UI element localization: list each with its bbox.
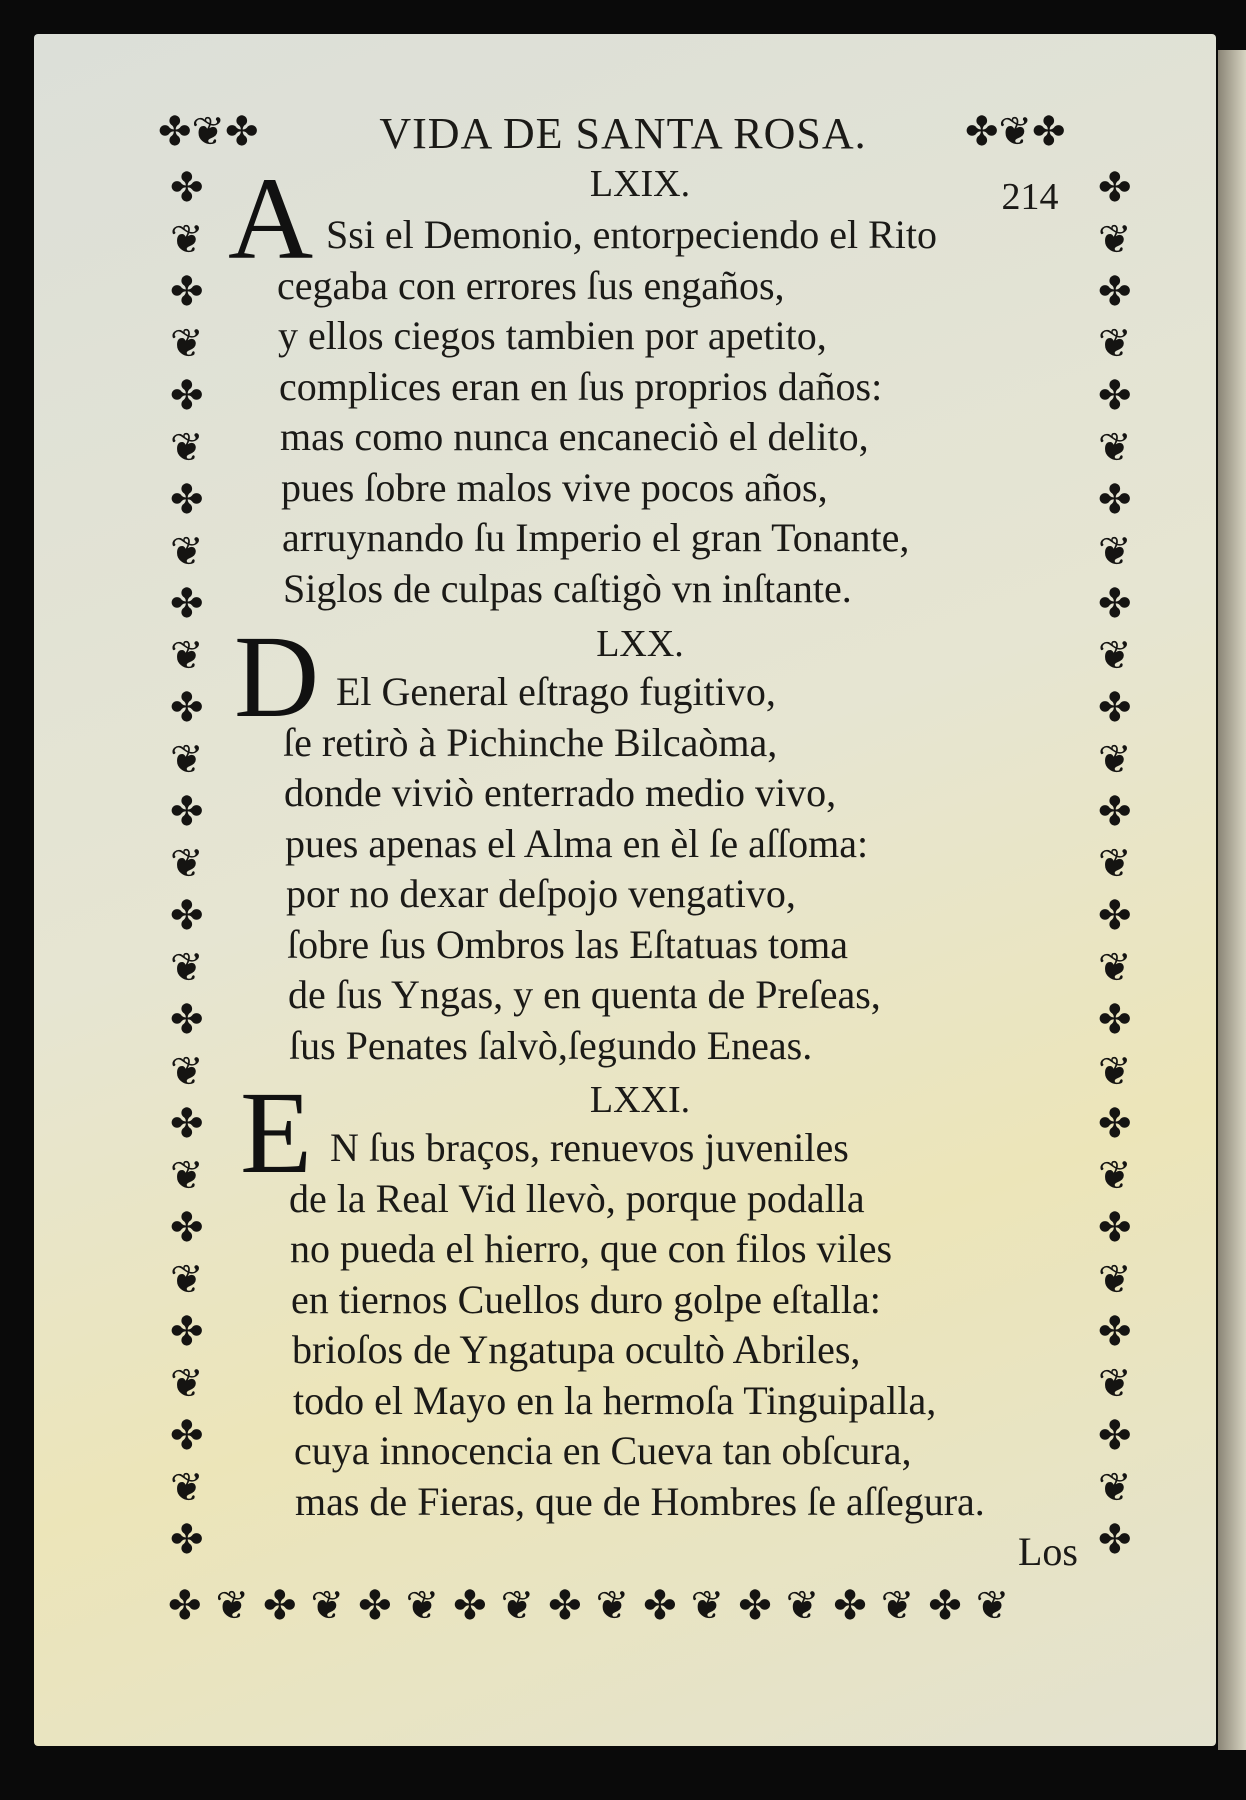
ornament-icon: ❦ bbox=[690, 1583, 725, 1629]
ornament-icon: ✤ bbox=[1098, 373, 1132, 419]
verse-line: Ssi el Demonio, entorpeciendo el Rito bbox=[326, 212, 937, 257]
ornament-icon: ❦ bbox=[1098, 529, 1132, 575]
ornament-icon: ✤ bbox=[1098, 165, 1132, 211]
ornament-icon: ❦ bbox=[595, 1583, 630, 1629]
verse-line: de la Real Vid llevò, porque podalla bbox=[289, 1175, 865, 1221]
ornament-icon: ❦ bbox=[1098, 945, 1132, 991]
drop-capital: A bbox=[228, 153, 314, 284]
ornament-icon: ✤ bbox=[170, 269, 204, 315]
ornament-icon: ❦ bbox=[170, 321, 204, 367]
ornament-icon: ✤ bbox=[170, 789, 204, 835]
ornament-icon: ✤ bbox=[1098, 685, 1132, 731]
ornament-icon: ❦ bbox=[1098, 321, 1132, 367]
ornament-icon: ❦ bbox=[975, 1583, 1010, 1629]
ornament-icon: ✤ bbox=[170, 477, 204, 523]
catchword: Los bbox=[1018, 1529, 1078, 1574]
ornament-icon: ❦ bbox=[1098, 737, 1132, 783]
verse-line: ſe retirò à Pichinche Bilcaòma, bbox=[283, 719, 778, 765]
drop-capital: E bbox=[240, 1067, 313, 1198]
stanza-numeral: LXX. bbox=[596, 623, 684, 665]
ornament-icon: ✤ bbox=[1098, 581, 1132, 627]
ornament-icon: ✤ bbox=[170, 997, 204, 1043]
ornament-icon: ✤ bbox=[170, 1413, 204, 1459]
ornament-icon: ✤ bbox=[170, 373, 204, 419]
verse-line: ſobre ſus Ombros las Eſtatuas toma bbox=[287, 921, 849, 967]
stanza-numeral: LXXI. bbox=[589, 1079, 691, 1121]
ornament-icon: ✤ bbox=[168, 1583, 202, 1629]
verse-line: mas como nunca encaneciò el delito, bbox=[280, 414, 869, 459]
ornament-icon: ❦ bbox=[170, 633, 204, 679]
ornament-icon: ✤ bbox=[170, 581, 204, 627]
ornament-icon: ✤ bbox=[170, 893, 204, 939]
verse-line: cuya innocencia en Cueva tan obſcura, bbox=[294, 1428, 912, 1473]
verse-line: no pueda el hierro, que con filos viles bbox=[290, 1226, 893, 1271]
ornament-icon: ✤ bbox=[1098, 789, 1132, 835]
ornament-icon: ❦ bbox=[310, 1583, 345, 1629]
ornament-icon: ❦ bbox=[1098, 1465, 1132, 1511]
ornament-icon: ❦ bbox=[880, 1583, 915, 1629]
ornament-icon: ❦ bbox=[1098, 1049, 1132, 1095]
ornament-icon: ❦ bbox=[170, 529, 204, 575]
ornament-icon: ✤ bbox=[358, 1583, 392, 1629]
ornament-icon: ✤ bbox=[453, 1583, 487, 1629]
verse-line: complices eran en ſus proprios daños: bbox=[279, 363, 883, 409]
ornament-icon: ❦ bbox=[170, 1257, 204, 1303]
verse-line: pues ſobre malos vive pocos años, bbox=[281, 464, 828, 510]
ornament-icon: ❦ bbox=[170, 217, 204, 263]
ornament-icon: ✤ bbox=[738, 1583, 772, 1629]
ornament-icon: ✤ bbox=[1098, 1101, 1132, 1147]
ornament-icon: ✤ bbox=[1098, 1309, 1132, 1355]
ornament-border-bottom bbox=[168, 1583, 1010, 1629]
ornament-icon: ❦ bbox=[1098, 1361, 1132, 1407]
ornament-icon: ✤ bbox=[1098, 477, 1132, 523]
verse-line: de ſus Yngas, y en quenta de Preſeas, bbox=[288, 972, 881, 1017]
page-number: 214 bbox=[1001, 176, 1059, 218]
ornament-icon: ❦ bbox=[170, 425, 204, 471]
ornament-icon: ❦ bbox=[170, 1465, 204, 1511]
ornament-icon: ✤ bbox=[1098, 1205, 1132, 1251]
ornament-icon: ✤ bbox=[170, 1309, 204, 1355]
ornament-icon: ✤ bbox=[170, 1101, 204, 1147]
ornament-icon: ❦ bbox=[1098, 217, 1132, 263]
ornament-icon: ❦ bbox=[405, 1583, 440, 1629]
verse-line: cegaba con errores ſus engaños, bbox=[277, 262, 785, 308]
ornament-top-right: ✤❦✤ bbox=[965, 109, 1066, 155]
ornament-icon: ❦ bbox=[170, 1049, 204, 1095]
ornament-icon: ❦ bbox=[215, 1583, 250, 1629]
verse-line: en tiernos Cuellos duro golpe eſtalla: bbox=[291, 1276, 881, 1322]
ornament-icon: ❦ bbox=[1098, 1153, 1132, 1199]
ornament-icon: ✤ bbox=[548, 1583, 582, 1629]
verse-line: Siglos de culpas caſtigò vn inſtante. bbox=[283, 565, 852, 611]
ornament-icon: ✤ bbox=[170, 1517, 204, 1563]
ornament-icon: ✤ bbox=[1098, 1413, 1132, 1459]
ornament-icon: ❦ bbox=[170, 1361, 204, 1407]
ornament-icon: ✤ bbox=[170, 165, 204, 211]
ornament-icon: ✤ bbox=[170, 1205, 204, 1251]
stanza-numeral: LXIX. bbox=[589, 163, 691, 205]
ornament-icon: ❦ bbox=[785, 1583, 820, 1629]
ornament-icon: ❦ bbox=[170, 737, 204, 783]
ornament-icon: ❦ bbox=[1098, 425, 1132, 471]
ornament-icon: ❦ bbox=[170, 1153, 204, 1199]
ornament-icon: ❦ bbox=[500, 1583, 535, 1629]
verse-line: ſus Penates ſalvò,ſegundo Eneas. bbox=[289, 1022, 813, 1068]
ornament-icon: ❦ bbox=[1098, 1257, 1132, 1303]
ornament-top-left: ✤❦✤ bbox=[158, 109, 259, 155]
ornament-icon: ❦ bbox=[170, 945, 204, 991]
ornament-border-left bbox=[170, 165, 204, 1563]
running-header: VIDA DE SANTA ROSA. bbox=[379, 109, 867, 158]
ornament-icon: ✤ bbox=[928, 1583, 962, 1629]
ornament-icon: ✤ bbox=[1098, 269, 1132, 315]
ornament-icon: ✤ bbox=[1098, 997, 1132, 1043]
ornament-border-right bbox=[1098, 165, 1132, 1563]
ornament-icon: ✤ bbox=[1098, 1517, 1132, 1563]
ornament-icon: ✤ bbox=[643, 1583, 677, 1629]
verse-line: N ſus braços, renuevos juveniles bbox=[330, 1125, 849, 1170]
verse-line: y ellos ciegos tambien por apetito, bbox=[278, 313, 827, 358]
ornament-icon: ❦ bbox=[170, 841, 204, 887]
ornament-icon: ❦ bbox=[1098, 841, 1132, 887]
ornament-icon: ✤ bbox=[263, 1583, 297, 1629]
ornament-icon: ✤ bbox=[833, 1583, 867, 1629]
next-page-edge bbox=[1218, 50, 1246, 1750]
ornament-icon: ✤ bbox=[1098, 893, 1132, 939]
drop-capital: D bbox=[234, 611, 320, 742]
verse-line: pues apenas el Alma en èl ſe aſſoma: bbox=[285, 820, 869, 866]
verse-line: brioſos de Yngatupa ocultò Abriles, bbox=[292, 1327, 861, 1372]
verse-line: todo el Mayo en la hermoſa Tinguipalla, bbox=[293, 1377, 937, 1423]
verse-line: por no dexar deſpojo vengativo, bbox=[286, 871, 796, 916]
ornament-icon: ✤ bbox=[170, 685, 204, 731]
verse-line: mas de Fieras, que de Hombres ſe aſſegura. bbox=[295, 1478, 985, 1524]
verse-line: arruynando ſu Imperio el gran Tonante, bbox=[282, 515, 910, 560]
verse-line: El General eſtrago fugitivo, bbox=[336, 669, 776, 714]
verse-line: donde viviò enterrado medio vivo, bbox=[284, 770, 837, 815]
ornament-icon: ❦ bbox=[1098, 633, 1132, 679]
